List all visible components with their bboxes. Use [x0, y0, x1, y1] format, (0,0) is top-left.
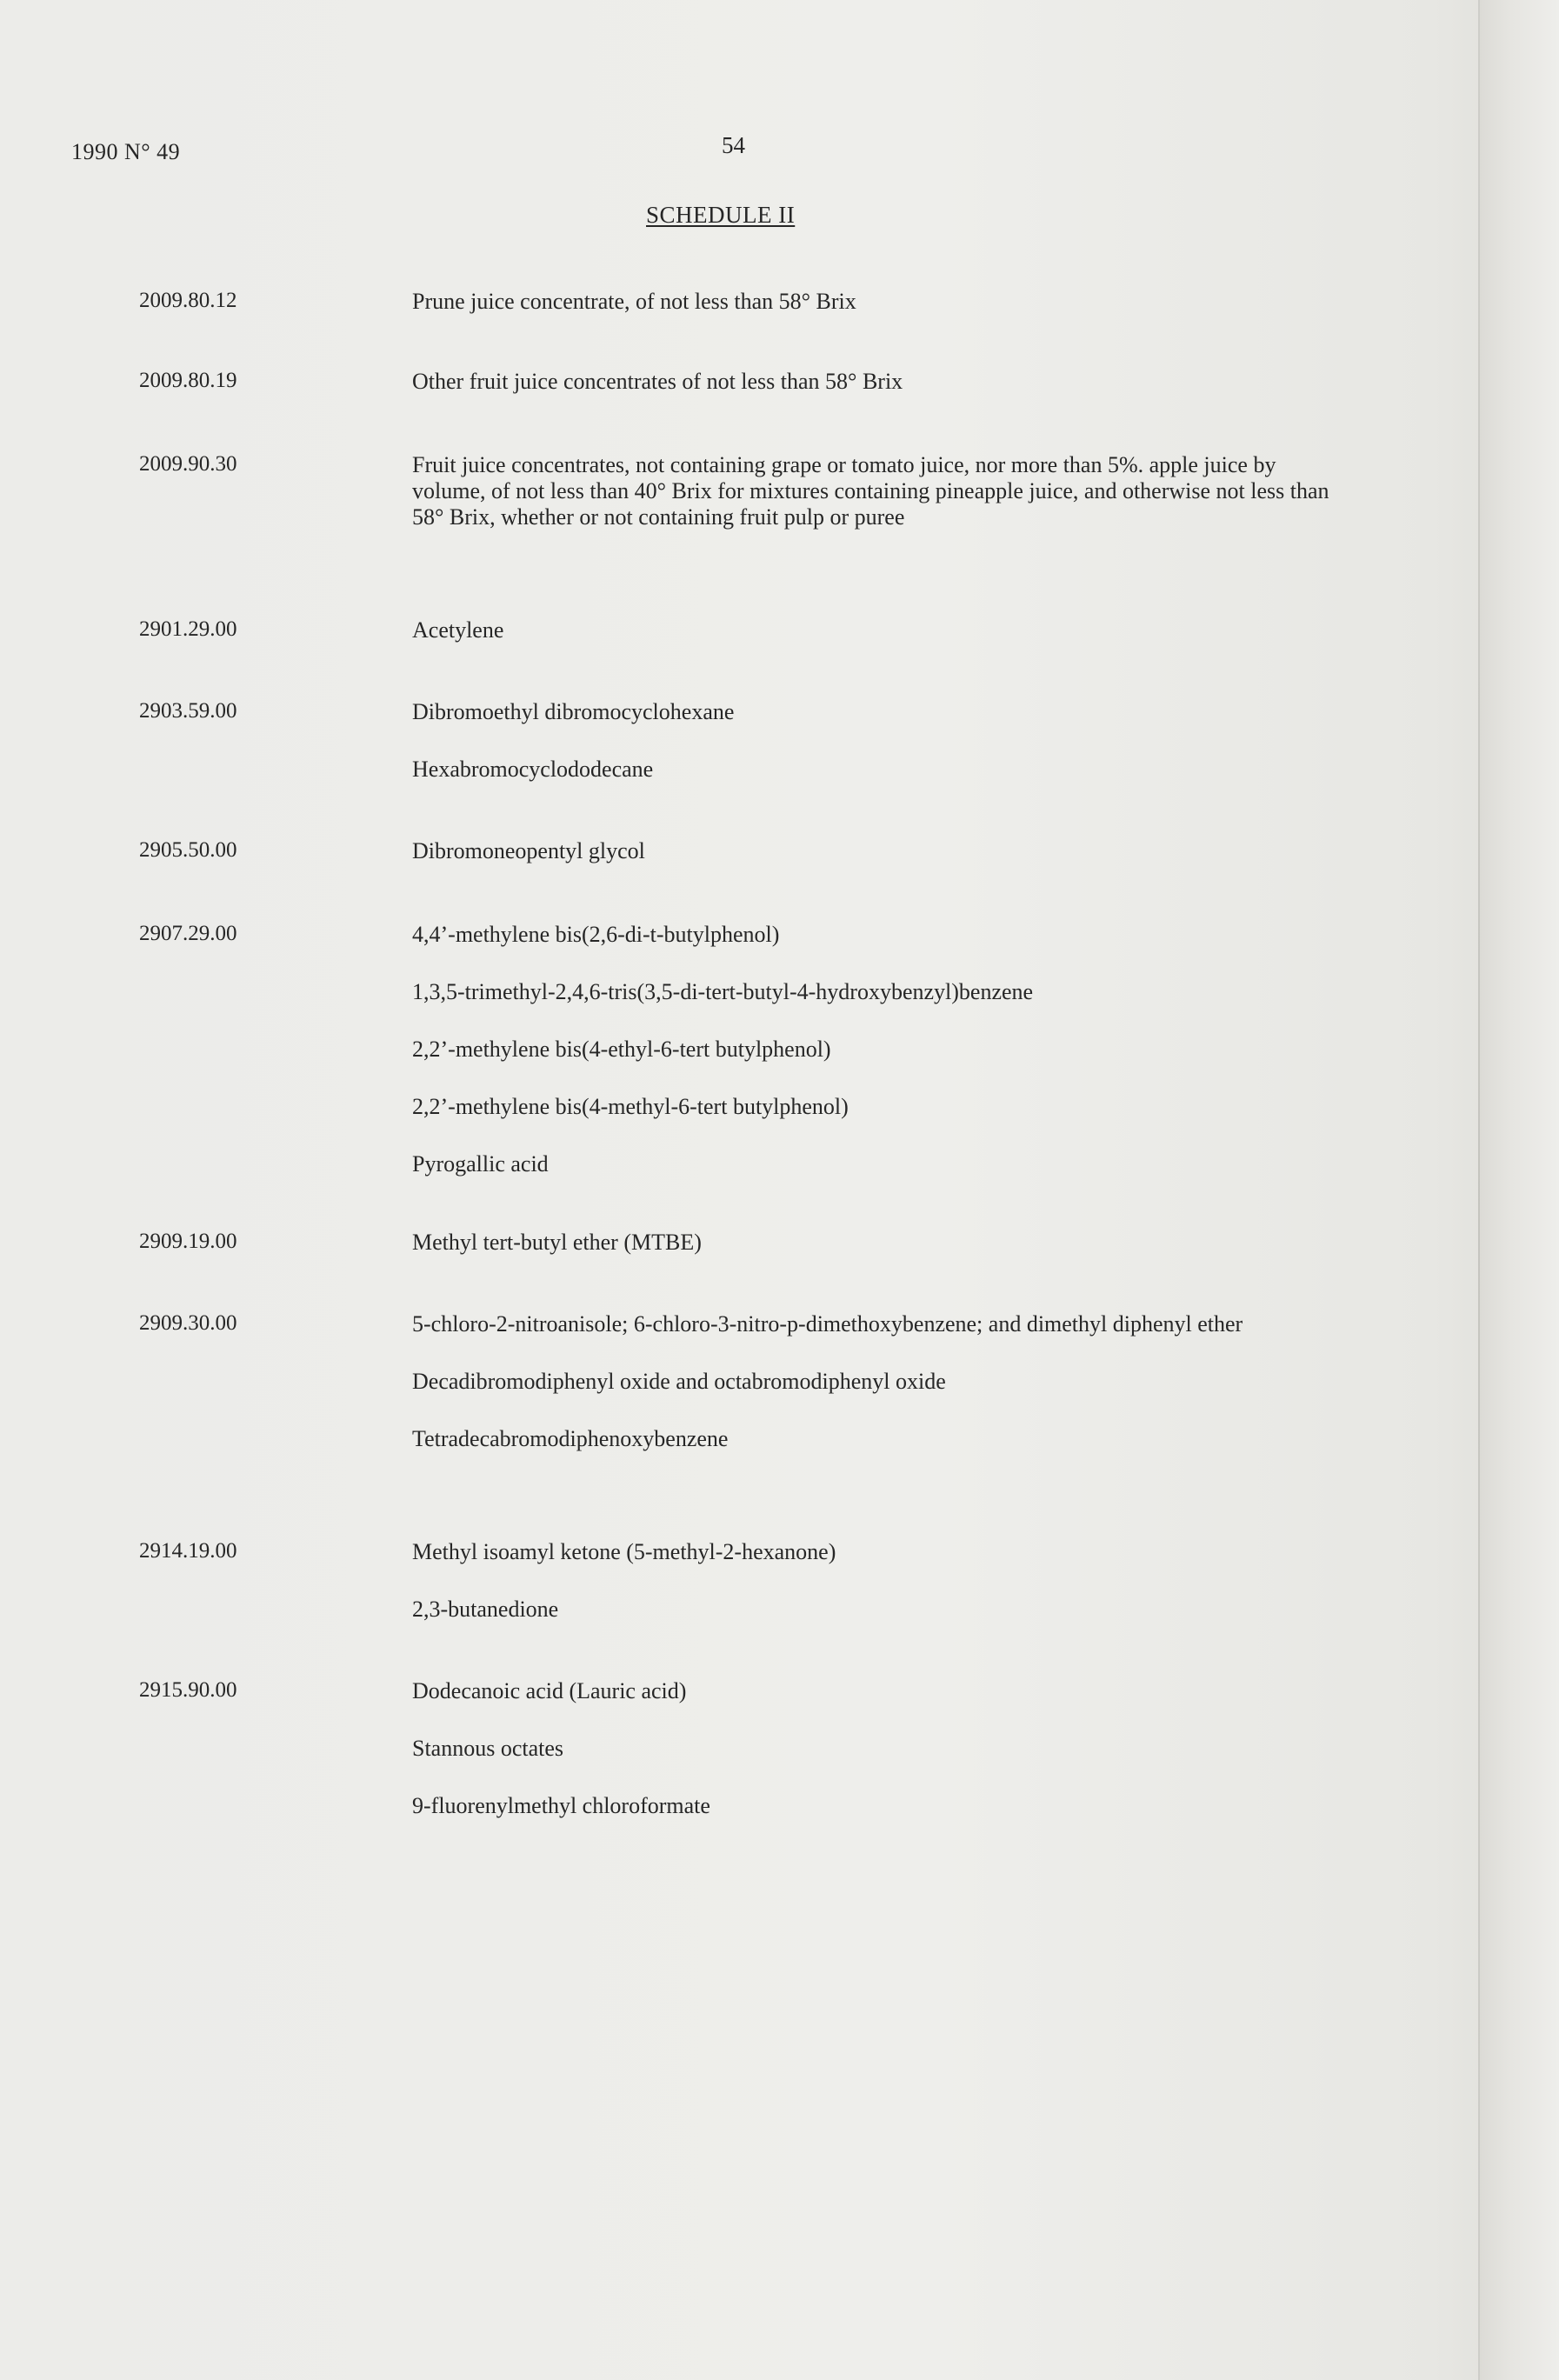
tariff-code: 2009.80.12	[139, 289, 237, 312]
volume-number: 1990 N° 49	[71, 139, 181, 164]
item-description: Hexabromocyclododecane	[412, 757, 654, 782]
page-number: 54	[722, 132, 745, 158]
page-edge-line	[1478, 0, 1480, 2380]
item-description: Other fruit juice concentrates of not less than 58° Brix	[412, 369, 903, 394]
tariff-code: 2901.29.00	[139, 617, 237, 641]
tariff-code: 2914.19.00	[139, 1539, 237, 1563]
tariff-code: 2909.30.00	[139, 1311, 237, 1335]
item-list	[412, 289, 1334, 315]
item-description: 9-fluorenylmethyl chloroformate	[412, 1793, 710, 1818]
item-description: Dodecanoic acid (Lauric acid)	[412, 1678, 687, 1703]
schedule-title: SCHEDULE II	[646, 202, 796, 228]
item-list	[412, 369, 1334, 395]
item-description: 2,2’-methylene bis(4-ethyl-6-tert butylphenol)	[412, 1037, 831, 1062]
item-description: Stannous octates	[412, 1736, 564, 1761]
item-list	[412, 922, 1334, 1177]
item-list	[412, 838, 1334, 864]
item-description: Tetradecabromodiphenoxybenzene	[412, 1426, 729, 1451]
item-description: 1,3,5-trimethyl-2,4,6-tris(3,5-di-tert-butyl-4-hydroxybenzyl)benzene	[412, 979, 1034, 1004]
item-description: Acetylene	[412, 617, 504, 643]
item-list	[412, 1678, 1334, 1819]
item-list	[412, 452, 1334, 530]
item-list	[412, 699, 1334, 783]
item-list	[412, 617, 1334, 643]
tariff-code: 2915.90.00	[139, 1678, 237, 1702]
item-list	[412, 1539, 1334, 1623]
item-list	[412, 1311, 1334, 1452]
tariff-code: 2903.59.00	[139, 699, 237, 723]
item-description: Fruit juice concentrates, not containing grape or tomato juice, nor more than 5%. apple juice by volume, of not less than 40° Brix for mixtures containing pineapple juice, and otherwise not less than 58° Brix, whether or not containing fruit pulp or puree	[412, 452, 1329, 530]
item-description: Dibromoneopentyl glycol	[412, 838, 645, 863]
item-description: 5-chloro-2-nitroanisole; 6-chloro-3-nitro-p-dimethoxybenzene; and dimethyl diphenyl ether	[412, 1311, 1243, 1337]
item-description: 4,4’-methylene bis(2,6-di-t-butylphenol)	[412, 922, 780, 947]
item-description: 2,3-butanedione	[412, 1597, 559, 1622]
item-description: Methyl tert-butyl ether (MTBE)	[412, 1230, 702, 1255]
item-description: 2,2’-methylene bis(4-methyl-6-tert butylphenol)	[412, 1094, 849, 1119]
item-description: Prune juice concentrate, of not less than 58° Brix	[412, 289, 856, 314]
item-list	[412, 1230, 1334, 1256]
item-description: Dibromoethyl dibromocyclohexane	[412, 699, 735, 724]
tariff-code: 2009.90.30	[139, 452, 237, 476]
item-description: Methyl isoamyl ketone (5-methyl-2-hexanone)	[412, 1539, 836, 1564]
tariff-code: 2905.50.00	[139, 838, 237, 862]
item-description: Decadibromodiphenyl oxide and octabromodiphenyl oxide	[412, 1369, 946, 1394]
page-edge-shadow	[1480, 0, 1559, 2380]
tariff-code: 2909.19.00	[139, 1230, 237, 1253]
tariff-code: 2009.80.19	[139, 369, 237, 392]
tariff-code: 2907.29.00	[139, 922, 237, 945]
item-description: Pyrogallic acid	[412, 1151, 549, 1177]
